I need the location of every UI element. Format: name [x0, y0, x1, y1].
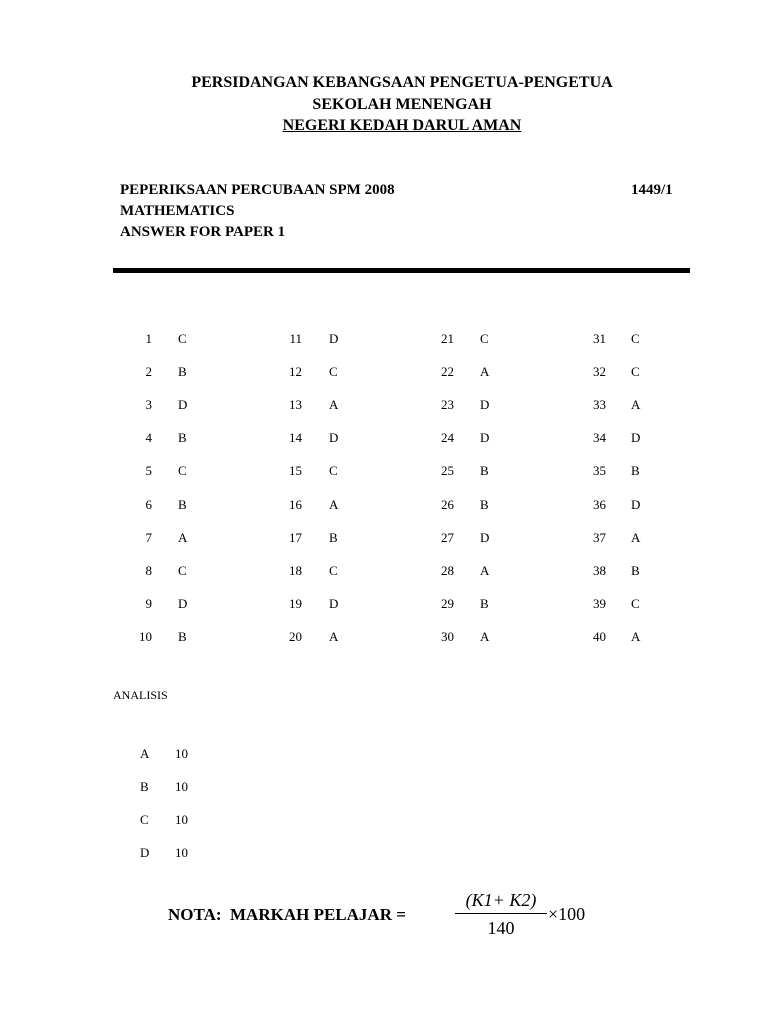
- question-number: 30: [441, 629, 454, 644]
- answer-letter: D: [631, 430, 641, 445]
- analysis-letter: A: [140, 746, 150, 761]
- analysis-count: 10: [175, 845, 188, 860]
- question-number: 23: [441, 397, 454, 412]
- answer-letter: B: [631, 463, 640, 478]
- question-number: 34: [593, 430, 606, 445]
- paper-code: 1449/1: [631, 182, 673, 198]
- formula-numerator: [455, 888, 547, 912]
- answer-letter: C: [631, 364, 640, 379]
- question-number: 16: [289, 497, 302, 512]
- analysis-count: 10: [175, 746, 188, 761]
- answer-letter: B: [480, 596, 489, 611]
- question-number: 25: [441, 463, 454, 478]
- question-number: 36: [593, 497, 606, 512]
- question-number: 21: [441, 331, 454, 346]
- answer-letter: A: [329, 497, 339, 512]
- answer-letter: A: [480, 563, 490, 578]
- question-number: 31: [593, 331, 606, 346]
- answer-letter: B: [178, 497, 187, 512]
- question-number: 32: [593, 364, 606, 379]
- answer-letter: C: [329, 563, 338, 578]
- question-number: 2: [145, 364, 152, 379]
- answer-letter: B: [178, 364, 187, 379]
- exam-subject: MATHEMATICS: [120, 203, 235, 219]
- answer-letter: B: [329, 530, 338, 545]
- question-number: 9: [145, 596, 152, 611]
- answer-letter: C: [631, 596, 640, 611]
- header-line-3-wrap: [0, 116, 768, 136]
- formula-fraction: [455, 888, 547, 940]
- question-number: 12: [289, 364, 302, 379]
- question-number: 3: [145, 397, 152, 412]
- question-number: 4: [145, 430, 152, 445]
- question-number: 6: [145, 497, 152, 512]
- analysis-letter: C: [140, 812, 149, 827]
- header-line-3: NEGERI KEDAH DARUL AMAN: [282, 117, 522, 134]
- answer-letter: B: [178, 629, 187, 644]
- question-number: 10: [139, 629, 152, 644]
- question-number: 8: [145, 563, 152, 578]
- answer-letter: C: [480, 331, 489, 346]
- answer-letter: A: [480, 629, 490, 644]
- header-line-1: PERSIDANGAN KEBANGSAAN PENGETUA-PENGETUA: [191, 74, 613, 91]
- answer-letter: D: [631, 497, 641, 512]
- answer-letter: D: [480, 397, 490, 412]
- question-number: 20: [289, 629, 302, 644]
- question-number: 35: [593, 463, 606, 478]
- answer-letter: C: [178, 331, 187, 346]
- question-number: 40: [593, 629, 606, 644]
- exam-title: PEPERIKSAAN PERCUBAAN SPM 2008: [120, 182, 395, 198]
- fraction-bar: [455, 913, 547, 914]
- answer-letter: B: [480, 497, 489, 512]
- answer-letter: D: [329, 430, 339, 445]
- question-number: 18: [289, 563, 302, 578]
- answer-letter: A: [178, 530, 188, 545]
- question-number: 14: [289, 430, 302, 445]
- question-number: 11: [289, 331, 302, 346]
- question-number: 1: [145, 331, 152, 346]
- question-number: 24: [441, 430, 454, 445]
- answer-letter: A: [480, 364, 490, 379]
- answer-letter: C: [329, 364, 338, 379]
- answer-letter: D: [178, 397, 188, 412]
- note-label: NOTA: MARKAH PELAJAR =: [168, 905, 406, 924]
- analysis-letter: D: [140, 845, 150, 860]
- answer-letter: D: [480, 530, 490, 545]
- answer-letter: A: [329, 397, 339, 412]
- formula-numerator-text: (K1+ K2): [465, 890, 537, 910]
- question-number: 37: [593, 530, 606, 545]
- answer-letter: C: [178, 463, 187, 478]
- answer-letter: B: [480, 463, 489, 478]
- answer-letter: A: [631, 530, 641, 545]
- answer-letter: C: [631, 331, 640, 346]
- header-line-2: SEKOLAH MENENGAH: [312, 96, 492, 113]
- exam-paper: ANSWER FOR PAPER 1: [120, 224, 286, 240]
- divider-rule: [113, 268, 690, 273]
- answer-letter: B: [178, 430, 187, 445]
- question-number: 17: [289, 530, 302, 545]
- question-number: 26: [441, 497, 454, 512]
- question-number: 22: [441, 364, 454, 379]
- question-number: 28: [441, 563, 454, 578]
- question-number: 33: [593, 397, 606, 412]
- answer-letter: A: [631, 629, 641, 644]
- answer-letter: B: [631, 563, 640, 578]
- formula-denominator: 140: [487, 918, 515, 938]
- question-number: 5: [145, 463, 152, 478]
- answer-letter: C: [178, 563, 187, 578]
- analysis-letter: B: [140, 779, 149, 794]
- question-number: 39: [593, 596, 606, 611]
- formula-multiplier: ×100: [548, 904, 586, 924]
- analysis-count: 10: [175, 812, 188, 827]
- answer-letter: D: [480, 430, 490, 445]
- question-number: 29: [441, 596, 454, 611]
- question-number: 15: [289, 463, 302, 478]
- analysis-count: 10: [175, 779, 188, 794]
- question-number: 38: [593, 563, 606, 578]
- answer-letter: D: [329, 596, 339, 611]
- answer-letter: C: [329, 463, 338, 478]
- question-number: 13: [289, 397, 302, 412]
- analysis-heading: ANALISIS: [113, 688, 168, 702]
- question-number: 7: [145, 530, 152, 545]
- answer-letter: D: [329, 331, 339, 346]
- question-number: 19: [289, 596, 302, 611]
- answer-letter: D: [178, 596, 188, 611]
- answer-letter: A: [631, 397, 641, 412]
- answer-letter: A: [329, 629, 339, 644]
- question-number: 27: [441, 530, 454, 545]
